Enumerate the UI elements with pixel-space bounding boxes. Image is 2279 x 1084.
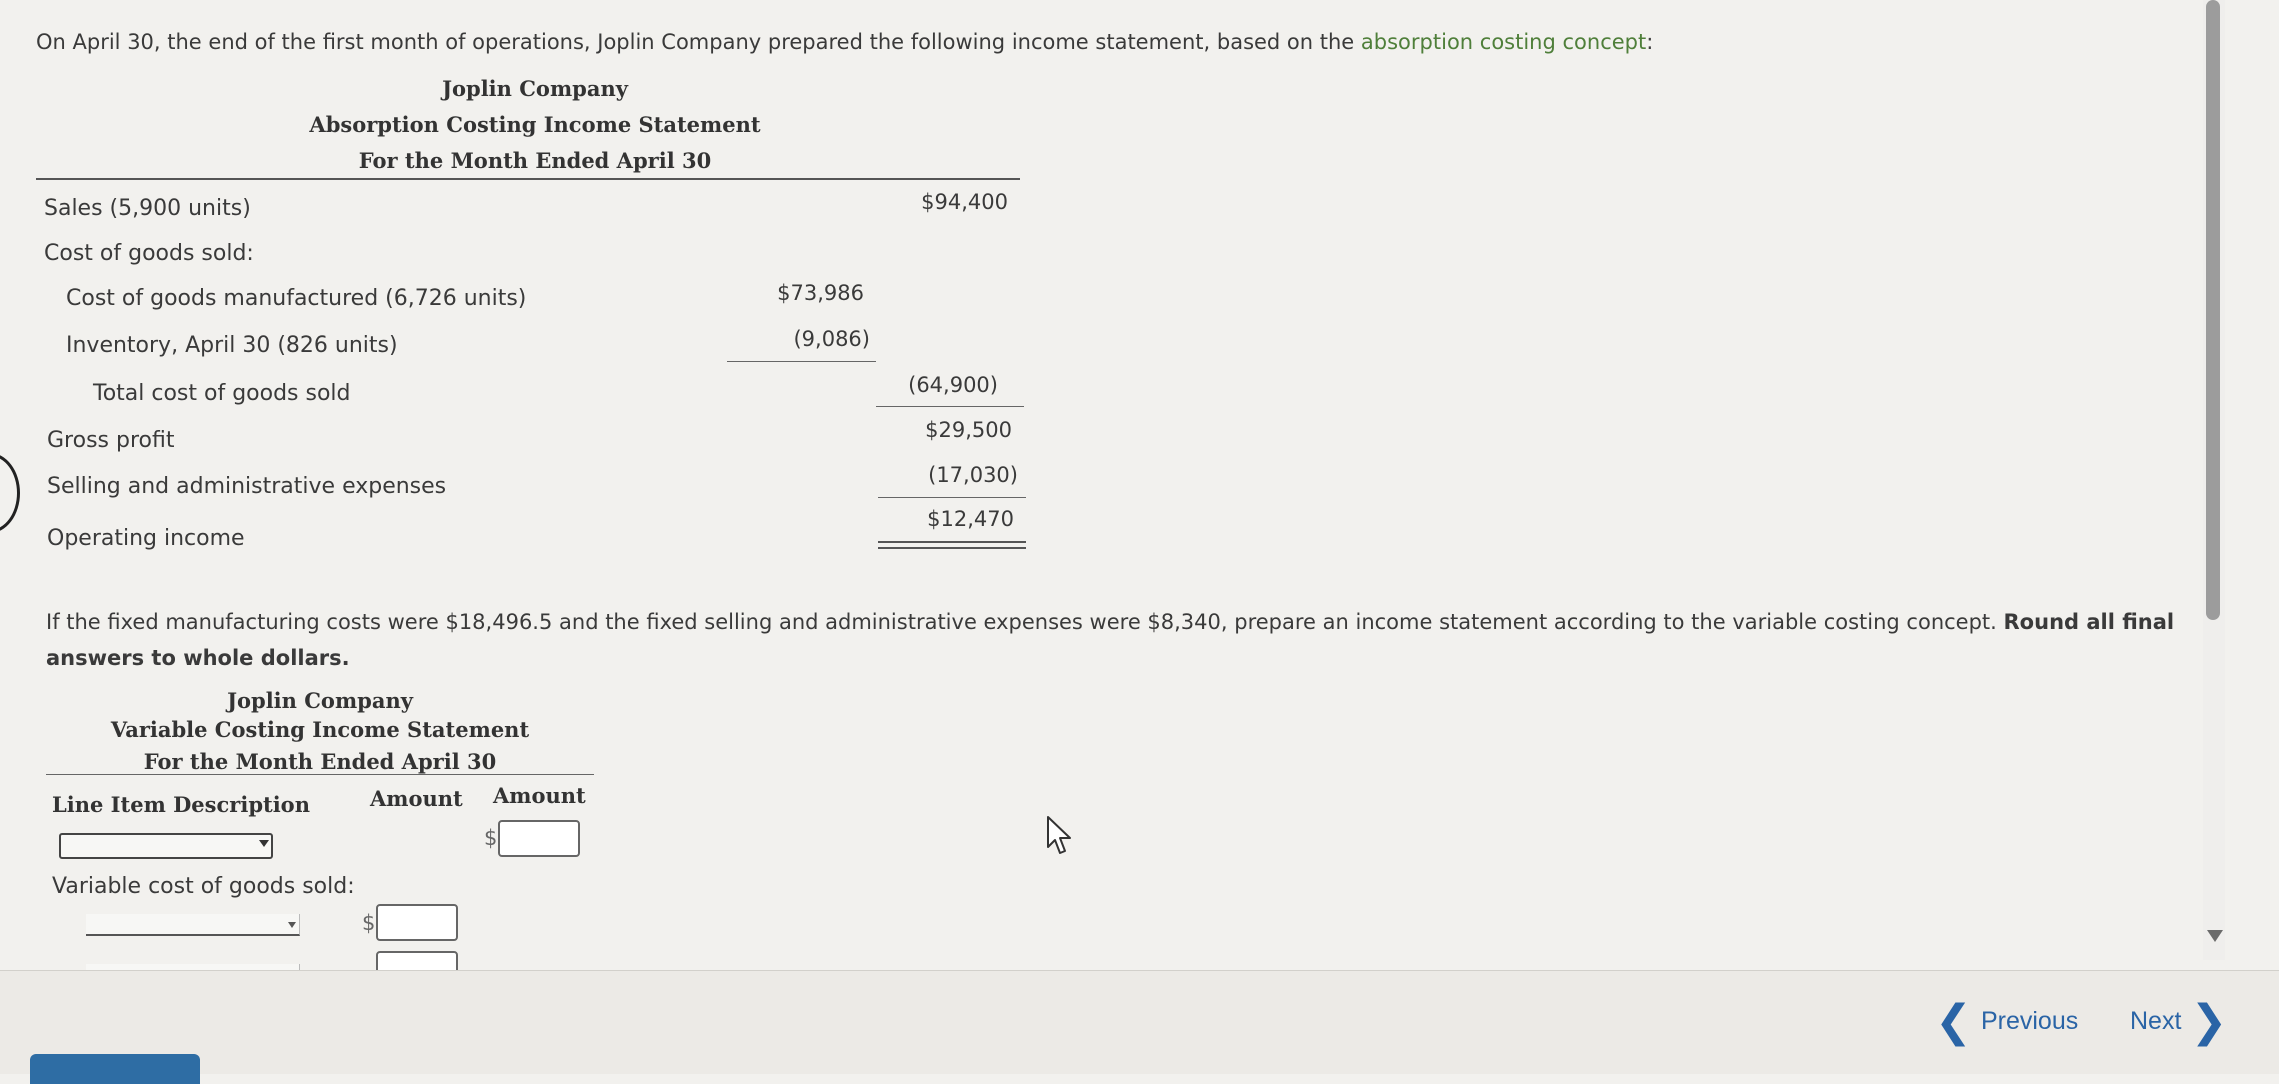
check-my-work-button[interactable]	[30, 1054, 200, 1084]
total-cogs-rule	[876, 406, 1024, 407]
cogm-label: Cost of goods manufactured (6,726 units)	[66, 286, 527, 311]
dollar-sign-1: $	[484, 826, 498, 850]
question-bold: Round all final answers to whole dollars.	[46, 610, 2175, 670]
operating-income-value: $12,470	[927, 507, 1014, 531]
intro-main: On April 30, the end of the first month of operations, Joplin Company prepared the following income statement, based on the	[36, 30, 1361, 54]
line-item-select-1[interactable]	[59, 833, 273, 859]
sga-value: (17,030)	[928, 463, 1018, 487]
sga-label: Selling and administrative expenses	[47, 474, 447, 499]
variable-company: Joplin Company	[227, 688, 413, 713]
col-amount-1: Amount	[370, 786, 463, 811]
cogs-label: Cost of goods sold:	[44, 241, 254, 266]
absorption-company: Joplin Company	[442, 76, 628, 101]
variable-title: Variable Costing Income Statement	[110, 717, 530, 742]
gross-profit-value: $29,500	[925, 418, 1012, 442]
previous-label: Previous	[1980, 1007, 2079, 1035]
operating-income-label: Operating income	[47, 526, 245, 551]
line-item-select-2[interactable]	[86, 914, 300, 936]
question-text	[46, 604, 2176, 676]
variable-header-rule	[46, 774, 594, 775]
intro-tail: :	[1646, 30, 1654, 54]
scroll-down-arrow-icon[interactable]	[2207, 930, 2223, 942]
gross-profit-label: Gross profit	[47, 428, 175, 453]
chevron-left-icon: ❮	[1935, 996, 1972, 1047]
inventory-value: (9,086)	[793, 327, 870, 351]
amount-input-row2-col1[interactable]	[376, 904, 458, 941]
operating-income-double-rule	[878, 541, 1026, 549]
scrollbar-thumb[interactable]	[2206, 0, 2220, 620]
absorption-period: For the Month Ended April 30	[358, 148, 712, 173]
variable-period: For the Month Ended April 30	[143, 749, 497, 774]
inventory-label: Inventory, April 30 (826 units)	[66, 333, 398, 358]
sales-label: Sales (5,900 units)	[44, 196, 251, 221]
previous-button[interactable]	[1935, 996, 2078, 1047]
next-button[interactable]	[2130, 996, 2227, 1047]
sales-value: $94,400	[921, 190, 1008, 214]
edge-bracket-icon	[0, 453, 20, 533]
variable-cogs-label: Variable cost of goods sold:	[52, 874, 355, 899]
total-cogs-label: Total cost of goods sold	[93, 381, 351, 406]
chevron-down-icon	[288, 922, 296, 928]
mouse-cursor-icon	[1046, 815, 1076, 857]
next-label: Next	[2130, 1007, 2182, 1035]
sga-rule	[878, 497, 1026, 498]
question-body: If the fixed manufacturing costs were $18,496.5 and the fixed selling and administrative expenses were $8,340, prepare an income statement according to the variable costing concept.	[46, 610, 2004, 634]
col-amount-2: Amount	[493, 783, 586, 808]
intro-text	[36, 30, 1653, 54]
col-line-item-description: Line Item Description	[52, 792, 310, 817]
dollar-sign-2: $	[362, 911, 376, 935]
chevron-down-icon	[259, 840, 269, 847]
absorption-header-rule	[36, 178, 1020, 180]
absorption-title: Absorption Costing Income Statement	[309, 112, 761, 137]
cogm-value: $73,986	[777, 281, 864, 305]
amount-input-row1-col2[interactable]	[498, 820, 580, 857]
inventory-rule	[727, 361, 876, 362]
absorption-costing-term[interactable]: absorption costing concept	[1360, 30, 1647, 54]
total-cogs-value: (64,900)	[908, 373, 998, 397]
chevron-right-icon: ❯	[2190, 996, 2228, 1047]
